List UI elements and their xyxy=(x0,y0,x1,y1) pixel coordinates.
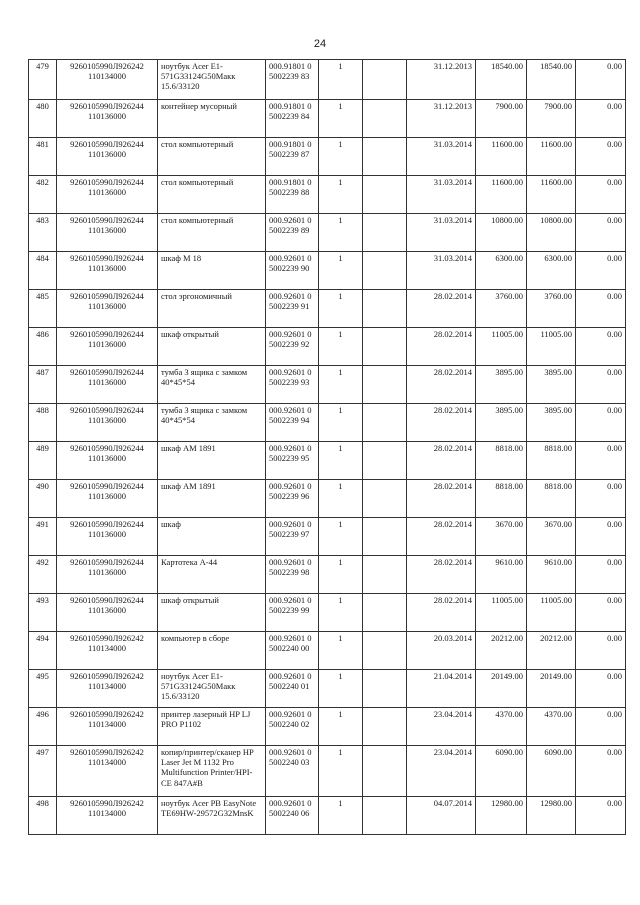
inventory-number: 000.92601 05002240 02 xyxy=(266,708,319,746)
account-code-line-2: 110136000 xyxy=(88,187,126,198)
book-value: 6090.00 xyxy=(476,746,527,797)
account-code-line-1: 9260105990Л926244 xyxy=(70,595,144,605)
account-code-line-1: 9260105990Л926242 xyxy=(70,671,144,681)
account-code-line-2: 110136000 xyxy=(88,453,126,464)
book-value: 4370.00 xyxy=(476,708,527,746)
account-code-line-1: 9260105990Л926244 xyxy=(70,557,144,567)
row-number: 479 xyxy=(29,60,57,100)
book-value: 18540.00 xyxy=(476,60,527,100)
account-code xyxy=(57,100,158,138)
depreciation: 6090.00 xyxy=(527,746,576,797)
acquisition-date: 31.03.2014 xyxy=(407,214,476,252)
asset-name: стол компьютерный xyxy=(158,214,266,252)
asset-name: тумба 3 ящика с замком 40*45*54 xyxy=(158,404,266,442)
account-code-line-1: 9260105990Л926242 xyxy=(70,747,144,757)
account-code-line-1: 9260105990Л926242 xyxy=(70,633,144,643)
empty-cell xyxy=(363,632,407,670)
account-code-line-2: 110136000 xyxy=(88,225,126,236)
residual-value: 0.00 xyxy=(576,100,626,138)
account-code-line-1: 9260105990Л926244 xyxy=(70,443,144,453)
acquisition-date: 31.03.2014 xyxy=(407,138,476,176)
depreciation: 7900.00 xyxy=(527,100,576,138)
account-code xyxy=(57,404,158,442)
book-value: 9610.00 xyxy=(476,556,527,594)
acquisition-date: 21.04.2014 xyxy=(407,670,476,708)
inventory-number: 000.92601 05002239 99 xyxy=(266,594,319,632)
asset-name: шкаф АМ 1891 xyxy=(158,442,266,480)
table-row xyxy=(29,252,626,290)
book-value: 8818.00 xyxy=(476,480,527,518)
inventory-number: 000.92601 05002239 91 xyxy=(266,290,319,328)
empty-cell xyxy=(363,708,407,746)
acquisition-date: 28.02.2014 xyxy=(407,480,476,518)
acquisition-date: 28.02.2014 xyxy=(407,366,476,404)
asset-name: ноутбук Acer PB EasyNote TE69HW-29572G32MnsK xyxy=(158,797,266,835)
inventory-number: 000.92601 05002240 03 xyxy=(266,746,319,797)
residual-value: 0.00 xyxy=(576,214,626,252)
inventory-number: 000.92601 05002239 97 xyxy=(266,518,319,556)
account-code-line-1: 9260105990Л926244 xyxy=(70,329,144,339)
quantity: 1 xyxy=(319,214,363,252)
inventory-number: 000.92601 05002239 89 xyxy=(266,214,319,252)
account-code xyxy=(57,632,158,670)
book-value: 20149.00 xyxy=(476,670,527,708)
table-row xyxy=(29,594,626,632)
depreciation: 10800.00 xyxy=(527,214,576,252)
table-row xyxy=(29,366,626,404)
depreciation: 11600.00 xyxy=(527,138,576,176)
table-row xyxy=(29,556,626,594)
empty-cell xyxy=(363,442,407,480)
row-number: 492 xyxy=(29,556,57,594)
residual-value: 0.00 xyxy=(576,518,626,556)
row-number: 498 xyxy=(29,797,57,835)
book-value: 10800.00 xyxy=(476,214,527,252)
table-row xyxy=(29,328,626,366)
asset-name: тумба 3 ящика с замком 40*45*54 xyxy=(158,366,266,404)
row-number: 489 xyxy=(29,442,57,480)
account-code-line-2: 110136000 xyxy=(88,339,126,350)
acquisition-date: 28.02.2014 xyxy=(407,556,476,594)
residual-value: 0.00 xyxy=(576,480,626,518)
empty-cell xyxy=(363,797,407,835)
residual-value: 0.00 xyxy=(576,797,626,835)
table-row xyxy=(29,797,626,835)
quantity: 1 xyxy=(319,100,363,138)
empty-cell xyxy=(363,518,407,556)
quantity: 1 xyxy=(319,328,363,366)
residual-value: 0.00 xyxy=(576,404,626,442)
account-code xyxy=(57,797,158,835)
row-number: 485 xyxy=(29,290,57,328)
row-number: 494 xyxy=(29,632,57,670)
asset-name: стол эргономичный xyxy=(158,290,266,328)
depreciation: 12980.00 xyxy=(527,797,576,835)
inventory-number: 000.91801 05002239 84 xyxy=(266,100,319,138)
residual-value: 0.00 xyxy=(576,746,626,797)
table-row xyxy=(29,176,626,214)
inventory-number: 000.92601 05002239 93 xyxy=(266,366,319,404)
quantity: 1 xyxy=(319,138,363,176)
empty-cell xyxy=(363,60,407,100)
quantity: 1 xyxy=(319,746,363,797)
account-code xyxy=(57,556,158,594)
asset-name: Картотека А-44 xyxy=(158,556,266,594)
account-code xyxy=(57,366,158,404)
quantity: 1 xyxy=(319,176,363,214)
row-number: 486 xyxy=(29,328,57,366)
inventory-number: 000.92601 05002240 01 xyxy=(266,670,319,708)
account-code-line-1: 9260105990Л926242 xyxy=(70,61,144,71)
row-number: 487 xyxy=(29,366,57,404)
account-code-line-2: 110136000 xyxy=(88,149,126,160)
residual-value: 0.00 xyxy=(576,290,626,328)
row-number: 491 xyxy=(29,518,57,556)
asset-name: шкаф открытый xyxy=(158,594,266,632)
book-value: 7900.00 xyxy=(476,100,527,138)
account-code-line-1: 9260105990Л926242 xyxy=(70,798,144,808)
account-code xyxy=(57,746,158,797)
account-code xyxy=(57,290,158,328)
row-number: 490 xyxy=(29,480,57,518)
table-row xyxy=(29,404,626,442)
book-value: 8818.00 xyxy=(476,442,527,480)
residual-value: 0.00 xyxy=(576,708,626,746)
table-row xyxy=(29,746,626,797)
quantity: 1 xyxy=(319,404,363,442)
empty-cell xyxy=(363,670,407,708)
table-row xyxy=(29,708,626,746)
depreciation: 3760.00 xyxy=(527,290,576,328)
account-code-line-1: 9260105990Л926244 xyxy=(70,405,144,415)
account-code xyxy=(57,176,158,214)
acquisition-date: 28.02.2014 xyxy=(407,594,476,632)
empty-cell xyxy=(363,100,407,138)
row-number: 496 xyxy=(29,708,57,746)
quantity: 1 xyxy=(319,252,363,290)
table-row xyxy=(29,632,626,670)
depreciation: 20149.00 xyxy=(527,670,576,708)
inventory-number: 000.91801 05002239 83 xyxy=(266,60,319,100)
account-code-line-1: 9260105990Л926244 xyxy=(70,215,144,225)
quantity: 1 xyxy=(319,442,363,480)
inventory-number: 000.92601 05002239 94 xyxy=(266,404,319,442)
acquisition-date: 28.02.2014 xyxy=(407,404,476,442)
acquisition-date: 28.02.2014 xyxy=(407,328,476,366)
acquisition-date: 28.02.2014 xyxy=(407,290,476,328)
empty-cell xyxy=(363,290,407,328)
row-number: 484 xyxy=(29,252,57,290)
depreciation: 8818.00 xyxy=(527,480,576,518)
account-code xyxy=(57,480,158,518)
depreciation: 11600.00 xyxy=(527,176,576,214)
asset-name: шкаф АМ 1891 xyxy=(158,480,266,518)
asset-name: ноутбук Acer E1-571G33124G50Макк 15.6/33120 xyxy=(158,60,266,100)
empty-cell xyxy=(363,480,407,518)
asset-name: стол компьютерный xyxy=(158,138,266,176)
table-row xyxy=(29,290,626,328)
depreciation: 20212.00 xyxy=(527,632,576,670)
book-value: 6300.00 xyxy=(476,252,527,290)
depreciation: 3895.00 xyxy=(527,366,576,404)
account-code-line-2: 110134000 xyxy=(88,719,126,730)
row-number: 497 xyxy=(29,746,57,797)
depreciation: 11005.00 xyxy=(527,328,576,366)
empty-cell xyxy=(363,176,407,214)
book-value: 11600.00 xyxy=(476,176,527,214)
account-code xyxy=(57,328,158,366)
depreciation: 11005.00 xyxy=(527,594,576,632)
quantity: 1 xyxy=(319,480,363,518)
account-code xyxy=(57,252,158,290)
inventory-number: 000.92601 05002239 90 xyxy=(266,252,319,290)
account-code xyxy=(57,708,158,746)
depreciation: 8818.00 xyxy=(527,442,576,480)
acquisition-date: 31.12.2013 xyxy=(407,100,476,138)
inventory-number: 000.91801 05002239 87 xyxy=(266,138,319,176)
page-number: 24 xyxy=(313,38,327,50)
asset-name: шкаф xyxy=(158,518,266,556)
depreciation: 4370.00 xyxy=(527,708,576,746)
row-number: 482 xyxy=(29,176,57,214)
account-code xyxy=(57,594,158,632)
account-code-line-2: 110134000 xyxy=(88,71,126,82)
acquisition-date: 23.04.2014 xyxy=(407,746,476,797)
row-number: 495 xyxy=(29,670,57,708)
inventory-number: 000.92601 05002239 98 xyxy=(266,556,319,594)
asset-name: копир/принтер/сканер HP Laser Jet M 1132 Pro Multifunction Printer/HPI-CE 847A#B xyxy=(158,746,266,797)
inventory-number: 000.92601 05002239 95 xyxy=(266,442,319,480)
inventory-number: 000.92601 05002239 96 xyxy=(266,480,319,518)
residual-value: 0.00 xyxy=(576,176,626,214)
row-number: 480 xyxy=(29,100,57,138)
quantity: 1 xyxy=(319,518,363,556)
account-code-line-2: 110136000 xyxy=(88,301,126,312)
acquisition-date: 31.03.2014 xyxy=(407,176,476,214)
account-code-line-1: 9260105990Л926244 xyxy=(70,291,144,301)
acquisition-date: 20.03.2014 xyxy=(407,632,476,670)
account-code-line-1: 9260105990Л926244 xyxy=(70,101,144,111)
book-value: 3895.00 xyxy=(476,366,527,404)
row-number: 481 xyxy=(29,138,57,176)
quantity: 1 xyxy=(319,556,363,594)
acquisition-date: 28.02.2014 xyxy=(407,442,476,480)
quantity: 1 xyxy=(319,290,363,328)
residual-value: 0.00 xyxy=(576,442,626,480)
table-row xyxy=(29,480,626,518)
quantity: 1 xyxy=(319,708,363,746)
table-row xyxy=(29,60,626,100)
account-code xyxy=(57,518,158,556)
account-code-line-1: 9260105990Л926244 xyxy=(70,253,144,263)
acquisition-date: 28.02.2014 xyxy=(407,518,476,556)
account-code xyxy=(57,670,158,708)
residual-value: 0.00 xyxy=(576,670,626,708)
account-code xyxy=(57,214,158,252)
quantity: 1 xyxy=(319,797,363,835)
account-code-line-2: 110136000 xyxy=(88,111,126,122)
empty-cell xyxy=(363,556,407,594)
inventory-number: 000.92601 05002240 00 xyxy=(266,632,319,670)
depreciation: 9610.00 xyxy=(527,556,576,594)
row-number: 493 xyxy=(29,594,57,632)
depreciation: 6300.00 xyxy=(527,252,576,290)
row-number: 488 xyxy=(29,404,57,442)
account-code-line-1: 9260105990Л926244 xyxy=(70,139,144,149)
asset-name: стол компьютерный xyxy=(158,176,266,214)
account-code-line-2: 110136000 xyxy=(88,491,126,502)
row-number: 483 xyxy=(29,214,57,252)
acquisition-date: 31.03.2014 xyxy=(407,252,476,290)
empty-cell xyxy=(363,214,407,252)
account-code-line-2: 110136000 xyxy=(88,377,126,388)
table-row xyxy=(29,100,626,138)
empty-cell xyxy=(363,746,407,797)
depreciation: 3895.00 xyxy=(527,404,576,442)
residual-value: 0.00 xyxy=(576,594,626,632)
acquisition-date: 23.04.2014 xyxy=(407,708,476,746)
inventory-number: 000.92601 05002239 92 xyxy=(266,328,319,366)
book-value: 11600.00 xyxy=(476,138,527,176)
account-code-line-2: 110136000 xyxy=(88,263,126,274)
asset-table xyxy=(28,59,626,835)
depreciation: 18540.00 xyxy=(527,60,576,100)
account-code-line-1: 9260105990Л926244 xyxy=(70,367,144,377)
book-value: 3760.00 xyxy=(476,290,527,328)
empty-cell xyxy=(363,594,407,632)
account-code-line-1: 9260105990Л926244 xyxy=(70,519,144,529)
table-row xyxy=(29,670,626,708)
residual-value: 0.00 xyxy=(576,366,626,404)
book-value: 3895.00 xyxy=(476,404,527,442)
quantity: 1 xyxy=(319,670,363,708)
quantity: 1 xyxy=(319,632,363,670)
empty-cell xyxy=(363,252,407,290)
book-value: 3670.00 xyxy=(476,518,527,556)
account-code xyxy=(57,138,158,176)
quantity: 1 xyxy=(319,60,363,100)
table-row xyxy=(29,214,626,252)
acquisition-date: 04.07.2014 xyxy=(407,797,476,835)
account-code-line-1: 9260105990Л926244 xyxy=(70,481,144,491)
residual-value: 0.00 xyxy=(576,252,626,290)
quantity: 1 xyxy=(319,366,363,404)
asset-name: контейнер мусорный xyxy=(158,100,266,138)
table-row xyxy=(29,442,626,480)
empty-cell xyxy=(363,328,407,366)
empty-cell xyxy=(363,366,407,404)
residual-value: 0.00 xyxy=(576,556,626,594)
book-value: 12980.00 xyxy=(476,797,527,835)
quantity: 1 xyxy=(319,594,363,632)
acquisition-date: 31.12.2013 xyxy=(407,60,476,100)
asset-name: ноутбук Acer E1-571G33124G50Макк 15.6/33120 xyxy=(158,670,266,708)
residual-value: 0.00 xyxy=(576,328,626,366)
account-code xyxy=(57,60,158,100)
account-code-line-2: 110134000 xyxy=(88,681,126,692)
account-code xyxy=(57,442,158,480)
residual-value: 0.00 xyxy=(576,632,626,670)
inventory-number: 000.91801 05002239 88 xyxy=(266,176,319,214)
account-code-line-2: 110136000 xyxy=(88,529,126,540)
residual-value: 0.00 xyxy=(576,60,626,100)
book-value: 11005.00 xyxy=(476,594,527,632)
table-row xyxy=(29,518,626,556)
asset-name: шкаф открытый xyxy=(158,328,266,366)
account-code-line-2: 110134000 xyxy=(88,643,126,654)
inventory-number: 000.92601 05002240 06 xyxy=(266,797,319,835)
account-code-line-2: 110136000 xyxy=(88,605,126,616)
account-code-line-2: 110136000 xyxy=(88,567,126,578)
book-value: 11005.00 xyxy=(476,328,527,366)
empty-cell xyxy=(363,404,407,442)
account-code-line-1: 9260105990Л926244 xyxy=(70,177,144,187)
table-row xyxy=(29,138,626,176)
account-code-line-1: 9260105990Л926242 xyxy=(70,709,144,719)
depreciation: 3670.00 xyxy=(527,518,576,556)
account-code-line-2: 110134000 xyxy=(88,757,126,768)
table-body xyxy=(29,60,626,835)
empty-cell xyxy=(363,138,407,176)
account-code-line-2: 110136000 xyxy=(88,415,126,426)
account-code-line-2: 110134000 xyxy=(88,808,126,819)
residual-value: 0.00 xyxy=(576,138,626,176)
asset-name: компьютер в сборе xyxy=(158,632,266,670)
asset-name: шкаф М 18 xyxy=(158,252,266,290)
book-value: 20212.00 xyxy=(476,632,527,670)
asset-name: принтер лазерный HP LJ PRO P1102 xyxy=(158,708,266,746)
